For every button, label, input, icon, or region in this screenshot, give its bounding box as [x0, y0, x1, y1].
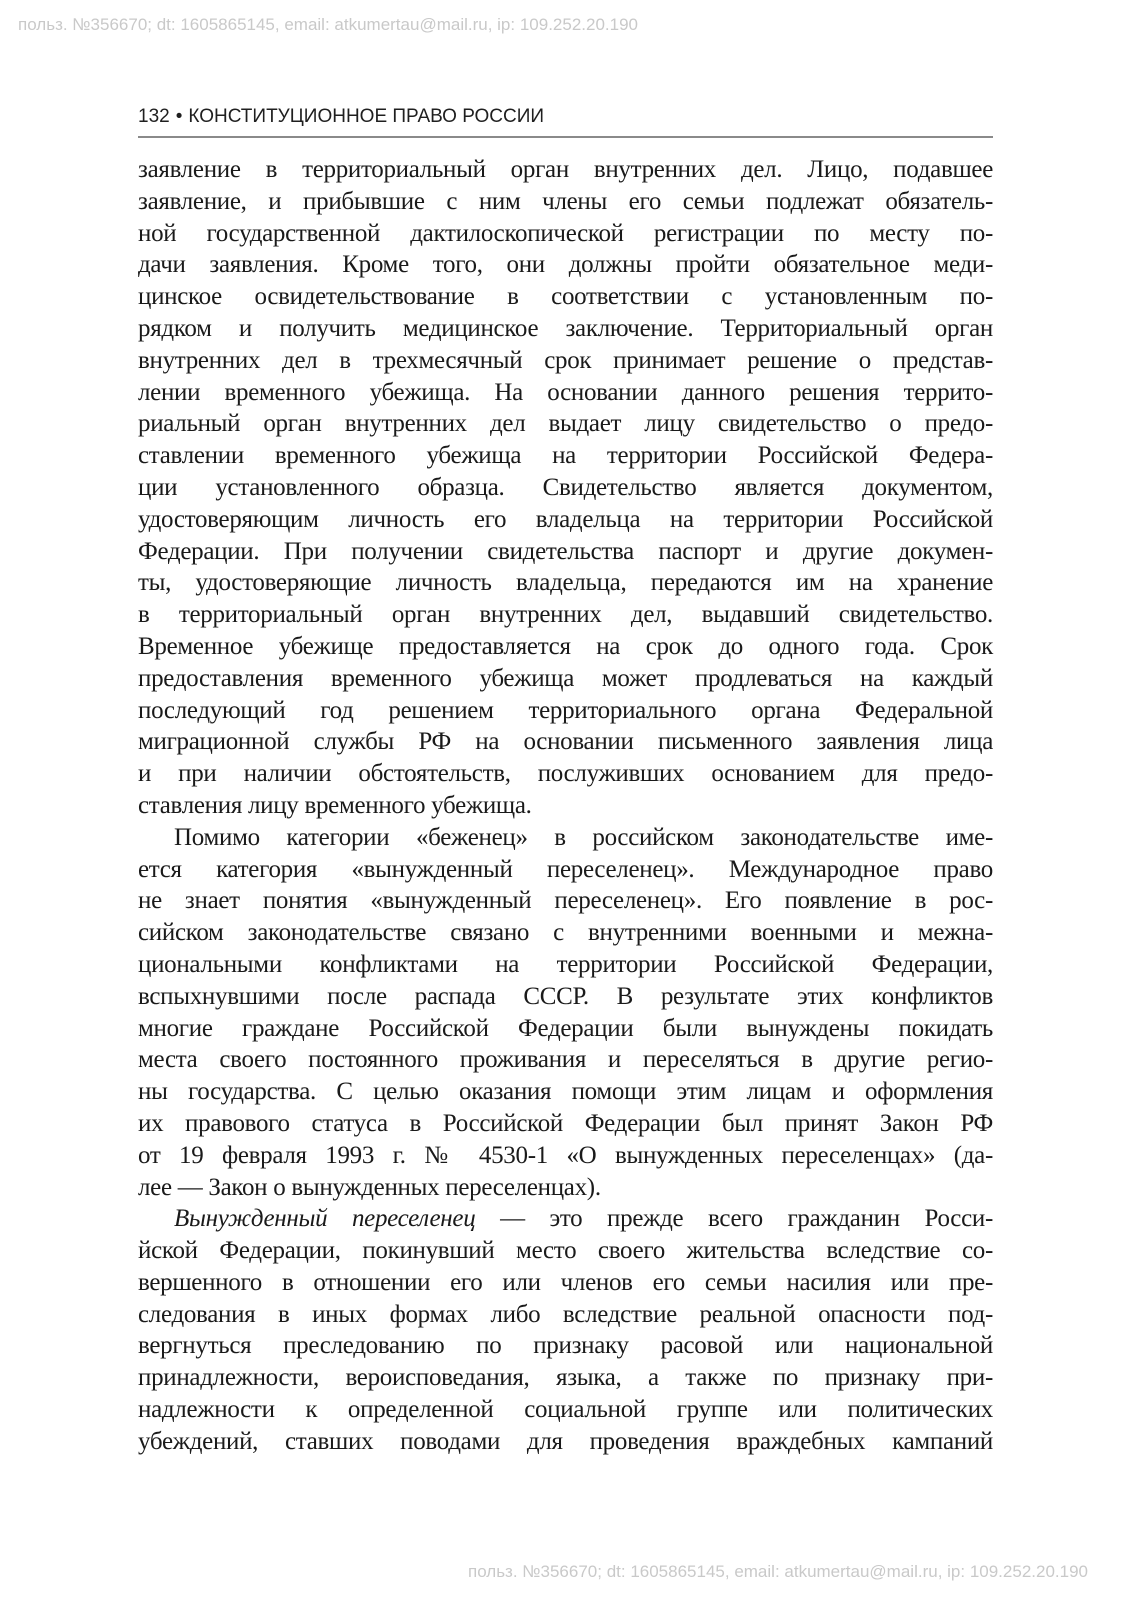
paragraph-line: многие граждане Российской Федерации были вынуждены покидать	[138, 1014, 993, 1042]
running-header	[138, 106, 993, 138]
paragraph-line: внутренних дел в трехмесячный срок принимает решение о представ-	[138, 346, 993, 374]
paragraph-line: и при наличии обстоятельств, послуживших основанием для предо-	[138, 760, 993, 788]
paragraph-3	[138, 1203, 993, 1457]
paragraph-line: лении временного убежища. На основании данного решения террито-	[138, 378, 993, 406]
paragraph-line: ты, удостоверяющие личность владельца, передаются им на хранение	[138, 569, 993, 597]
paragraph-line: места своего постоянного проживания и переселяться в другие регио-	[138, 1046, 993, 1074]
header-title: КОНСТИТУЦИОННОЕ ПРАВО РОССИИ	[188, 106, 545, 127]
paragraph-line: последующий год решением территориального органа Федеральной	[138, 696, 993, 724]
paragraph-line: Временное убежище предоставляется на срок до одного года. Срок	[138, 632, 993, 660]
page-body	[138, 154, 993, 1458]
paragraph-line: предоставления временного убежища может продлеваться на каждый	[138, 664, 993, 692]
paragraph-line	[138, 1203, 993, 1235]
paragraph-line: ставления лицу временного убежища.	[138, 791, 532, 819]
paragraph-line: рядком и получить медицинское заключение. Территориальный орган	[138, 314, 993, 342]
paragraph-line: вспыхнувшими после распада СССР. В результате этих конфликтов	[138, 982, 993, 1010]
watermark-top: польз. №356670; dt: 1605865145, email: atkumertau@mail.ru, ip: 109.252.20.190	[18, 15, 639, 34]
paragraph-line: ется категория «вынужденный переселенец». Международное право	[138, 855, 993, 883]
paragraph-1	[138, 154, 993, 822]
paragraph-line: их правового статуса в Российской Федерации был принят Закон РФ	[138, 1109, 993, 1137]
header-separator: •	[175, 106, 183, 127]
paragraph-line: Федерации. При получении свидетельства паспорт и другие докумен-	[138, 537, 993, 565]
defined-term: Вынужденный переселенец	[174, 1205, 476, 1233]
paragraph-line: йской Федерации, покинувший место своего жительства вследствие со-	[138, 1237, 993, 1265]
paragraph-line: миграционной службы РФ на основании письменного заявления лица	[138, 728, 993, 756]
paragraph-line: в территориальный орган внутренних дел, выдавший свидетельство.	[138, 601, 993, 629]
paragraph-line: убеждений, ставших поводами для проведения враждебных кампаний	[138, 1427, 993, 1455]
paragraph-2	[138, 822, 993, 1204]
page-number: 132	[138, 106, 170, 127]
paragraph-line: ной государственной дактилоскопической регистрации по месту по-	[138, 219, 993, 247]
definition-lead: — это прежде всего гражданин Росси-	[475, 1205, 993, 1233]
paragraph-line: не знает понятия «вынужденный переселенец». Его появление в рос-	[138, 887, 993, 915]
paragraph-line: надлежности к определенной социальной группе или политических	[138, 1396, 993, 1424]
paragraph-line: ставлении временного убежища на территории Российской Федера-	[138, 442, 993, 470]
paragraph-line: вершенного в отношении его или членов его семьи насилия или пре-	[138, 1268, 993, 1296]
watermark-bottom: польз. №356670; dt: 1605865145, email: atkumertau@mail.ru, ip: 109.252.20.190	[467, 1562, 1088, 1581]
paragraph-line: дачи заявления. Кроме того, они должны пройти обязательное меди-	[138, 251, 993, 279]
paragraph-line: лее — Закон о вынужденных переселенцах).	[138, 1173, 601, 1201]
paragraph-line: Помимо категории «беженец» в российском законодательстве име-	[174, 823, 993, 851]
paragraph-line: циональными конфликтами на территории Российской Федерации,	[138, 950, 993, 978]
paragraph-line: ны государства. С целью оказания помощи этим лицам и оформления	[138, 1078, 993, 1106]
paragraph-line: от 19 февраля 1993 г. № 4530-1 «О вынужденных переселенцах» (да-	[138, 1141, 993, 1169]
paragraph-line: цинское освидетельствование в соответствии с установленным по-	[138, 283, 993, 311]
paragraph-line: принадлежности, вероисповедания, языка, а также по признаку при-	[138, 1364, 993, 1392]
paragraph-line: удостоверяющим личность его владельца на территории Российской	[138, 505, 993, 533]
paragraph-line: риальный орган внутренних дел выдает лицу свидетельство о предо-	[138, 410, 993, 438]
paragraph-line: заявление, и прибывшие с ним члены его семьи подлежат обязатель-	[138, 187, 993, 215]
paragraph-line: вергнуться преследованию по признаку расовой или национальной	[138, 1332, 993, 1360]
paragraph-line: заявление в территориальный орган внутренних дел. Лицо, подавшее	[138, 156, 993, 183]
paragraph-line: следования в иных формах либо вследствие реальной опасности под-	[138, 1300, 993, 1328]
paragraph-line: ции установленного образца. Свидетельство является документом,	[138, 473, 993, 501]
paragraph-line: сийском законодательстве связано с внутренними военными и межна-	[138, 919, 993, 947]
